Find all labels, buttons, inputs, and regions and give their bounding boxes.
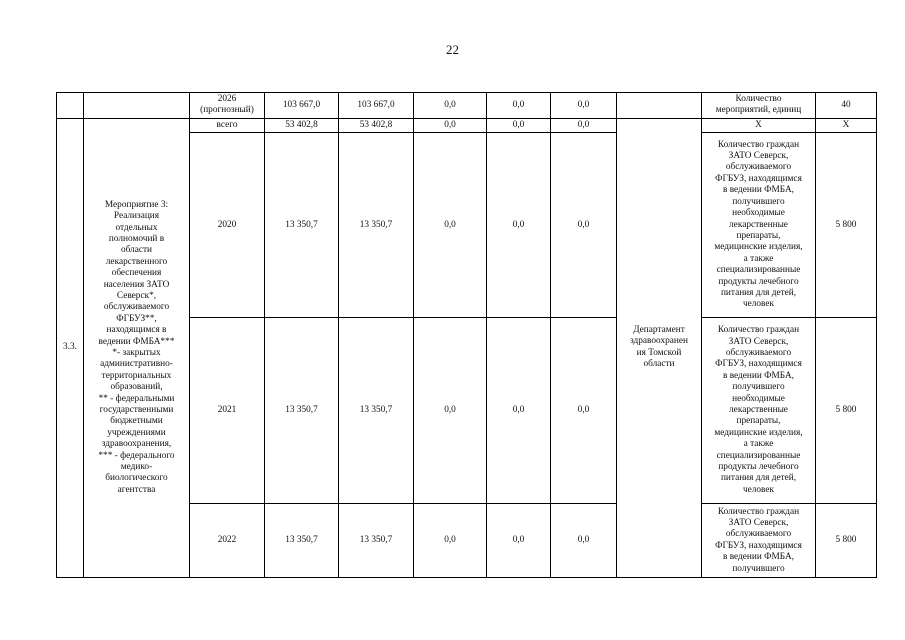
col5-cell: 0,0 — [414, 133, 487, 318]
indicator-line: необходимые — [732, 208, 785, 219]
description-line: учреждениями — [107, 427, 166, 438]
description-line: бюджетными — [110, 416, 163, 427]
indicator-line: получившего — [732, 382, 785, 393]
executor-line: ия Томской — [636, 347, 682, 358]
indicator-line: обслуживаемого — [725, 347, 792, 358]
description-line: обеспечения — [111, 268, 162, 279]
indicator-line: ФГБУЗ, находящимся — [715, 173, 802, 184]
regional-cell: 103 667,0 — [339, 93, 414, 119]
description-line: Мероприятие 3: — [104, 199, 169, 210]
indicator-line: препараты, — [736, 416, 781, 427]
year-cell: 2021 — [190, 318, 265, 504]
year-cell: 2020 — [190, 133, 265, 318]
description-line: *- закрытых — [112, 348, 161, 359]
indicator-line: Количество граждан — [717, 325, 800, 336]
indicator-line: в ведении ФМБА, — [722, 370, 795, 381]
year-cell: всего — [190, 118, 265, 132]
executor-line: области — [643, 358, 675, 369]
regional-cell: 13 350,7 — [339, 504, 414, 578]
col7-cell: 0,0 — [551, 504, 617, 578]
indicator-line: обслуживаемого — [725, 162, 792, 173]
regional-cell: 53 402,8 — [339, 118, 414, 132]
indicator-line: человек — [742, 299, 775, 310]
indicator-line: ФГБУЗ, находящимся — [715, 540, 802, 551]
indicator-line: ЗАТО Северск, — [728, 151, 789, 162]
total-cell: 103 667,0 — [265, 93, 339, 119]
executor-cell — [617, 93, 702, 119]
description-line: области — [120, 245, 153, 256]
indicator-line: ЗАТО Северск, — [728, 517, 789, 528]
page-number: 22 — [446, 42, 459, 57]
indicator-value-cell: Х — [816, 118, 877, 132]
col7-cell: 0,0 — [551, 318, 617, 504]
description-line: территориальных — [101, 370, 172, 381]
regional-cell: 13 350,7 — [339, 133, 414, 318]
indicator-line: продукты лечебного — [718, 276, 799, 287]
description-line: лекарственного — [105, 256, 168, 267]
col6-cell: 0,0 — [487, 133, 551, 318]
indicator-line: получившего — [732, 196, 785, 207]
description-line: агентства — [117, 484, 156, 495]
measure-description — [84, 118, 190, 577]
indicator-cell — [702, 133, 816, 318]
indicator-cell: Количество мероприятий, единиц — [702, 93, 816, 119]
indicator-line: ЗАТО Северск, — [728, 336, 789, 347]
description-line: *** - федерального — [98, 450, 175, 461]
year-cell: 2026 (прогнозный) — [190, 93, 265, 119]
indicator-line: препараты, — [736, 230, 781, 241]
indicator-line: питания для детей, — [720, 287, 797, 298]
year-cell: 2022 — [190, 504, 265, 578]
measure-number-cell — [57, 93, 84, 119]
col7-cell: 0,0 — [551, 93, 617, 119]
indicator-line: обслуживаемого — [725, 529, 792, 540]
regional-cell: 13 350,7 — [339, 318, 414, 504]
indicator-line: специализированные — [716, 265, 801, 276]
indicator-line: в ведении ФМБА, — [722, 185, 795, 196]
col7-cell: 0,0 — [551, 118, 617, 132]
description-line: здравоохранения, — [101, 439, 172, 450]
indicator-line: получившего — [732, 563, 785, 574]
indicator-line: а также — [743, 439, 774, 450]
col6-cell: 0,0 — [487, 93, 551, 119]
measure-number: 3.3. — [57, 118, 84, 577]
description-line: образований, — [110, 382, 163, 393]
indicator-line: в ведении ФМБА, — [722, 552, 795, 563]
executor-line: здравоохранен — [630, 336, 688, 347]
description-line: находящимся в — [106, 325, 167, 336]
indicator-line: продукты лечебного — [718, 462, 799, 473]
description-line: административно- — [100, 359, 173, 370]
col6-cell: 0,0 — [487, 118, 551, 132]
description-line: ** - федеральными — [98, 393, 175, 404]
indicator-line: медицинские изделия, — [714, 242, 803, 253]
col6-cell: 0,0 — [487, 318, 551, 504]
total-cell: 13 350,7 — [265, 504, 339, 578]
description-line: Реализация — [113, 211, 160, 222]
col6-cell: 0,0 — [487, 504, 551, 578]
description-line: полномочий в — [108, 233, 165, 244]
program-measures-table — [56, 92, 877, 578]
indicator-line: ФГБУЗ, находящимся — [715, 359, 802, 370]
col5-cell: 0,0 — [414, 504, 487, 578]
executor-line: Департамент — [633, 324, 685, 335]
col7-cell: 0,0 — [551, 133, 617, 318]
total-cell: 13 350,7 — [265, 318, 339, 504]
description-line: ведении ФМБА*** — [98, 336, 175, 347]
indicator-cell — [702, 318, 816, 504]
description-line: ФГБУЗ**, — [116, 313, 157, 324]
description-line: государственными — [99, 405, 174, 416]
description-line: Северск*, — [116, 290, 157, 301]
indicator-value-cell: 5 800 — [816, 318, 877, 504]
description-line: населения ЗАТО — [103, 279, 170, 290]
indicator-line: лекарственные — [729, 219, 788, 230]
indicator-cell: Х — [702, 118, 816, 132]
indicator-value-cell: 40 — [816, 93, 877, 119]
description-line: отдельных — [115, 222, 158, 233]
indicator-line: человек — [742, 484, 775, 495]
col5-cell: 0,0 — [414, 93, 487, 119]
description-line: биологического — [105, 473, 168, 484]
indicator-value-cell: 5 800 — [816, 133, 877, 318]
indicator-line: а также — [743, 253, 774, 264]
indicator-line: Количество граждан — [717, 506, 800, 517]
total-cell: 53 402,8 — [265, 118, 339, 132]
col5-cell: 0,0 — [414, 118, 487, 132]
indicator-line: лекарственные — [729, 405, 788, 416]
indicator-line: специализированные — [716, 450, 801, 461]
indicator-cell — [702, 504, 816, 578]
total-cell: 13 350,7 — [265, 133, 339, 318]
table-row-total — [57, 118, 877, 132]
indicator-line: необходимые — [732, 393, 785, 404]
indicator-line: медицинские изделия, — [714, 427, 803, 438]
indicator-line: питания для детей, — [720, 473, 797, 484]
description-line: обслуживаемого — [103, 302, 170, 313]
description-line: медико- — [120, 462, 153, 473]
measure-description-cell — [84, 93, 190, 119]
col5-cell: 0,0 — [414, 318, 487, 504]
executor — [617, 118, 702, 577]
indicator-value-cell: 5 800 — [816, 504, 877, 578]
table-row-2026 — [57, 93, 877, 119]
indicator-line: Количество граждан — [717, 139, 800, 150]
